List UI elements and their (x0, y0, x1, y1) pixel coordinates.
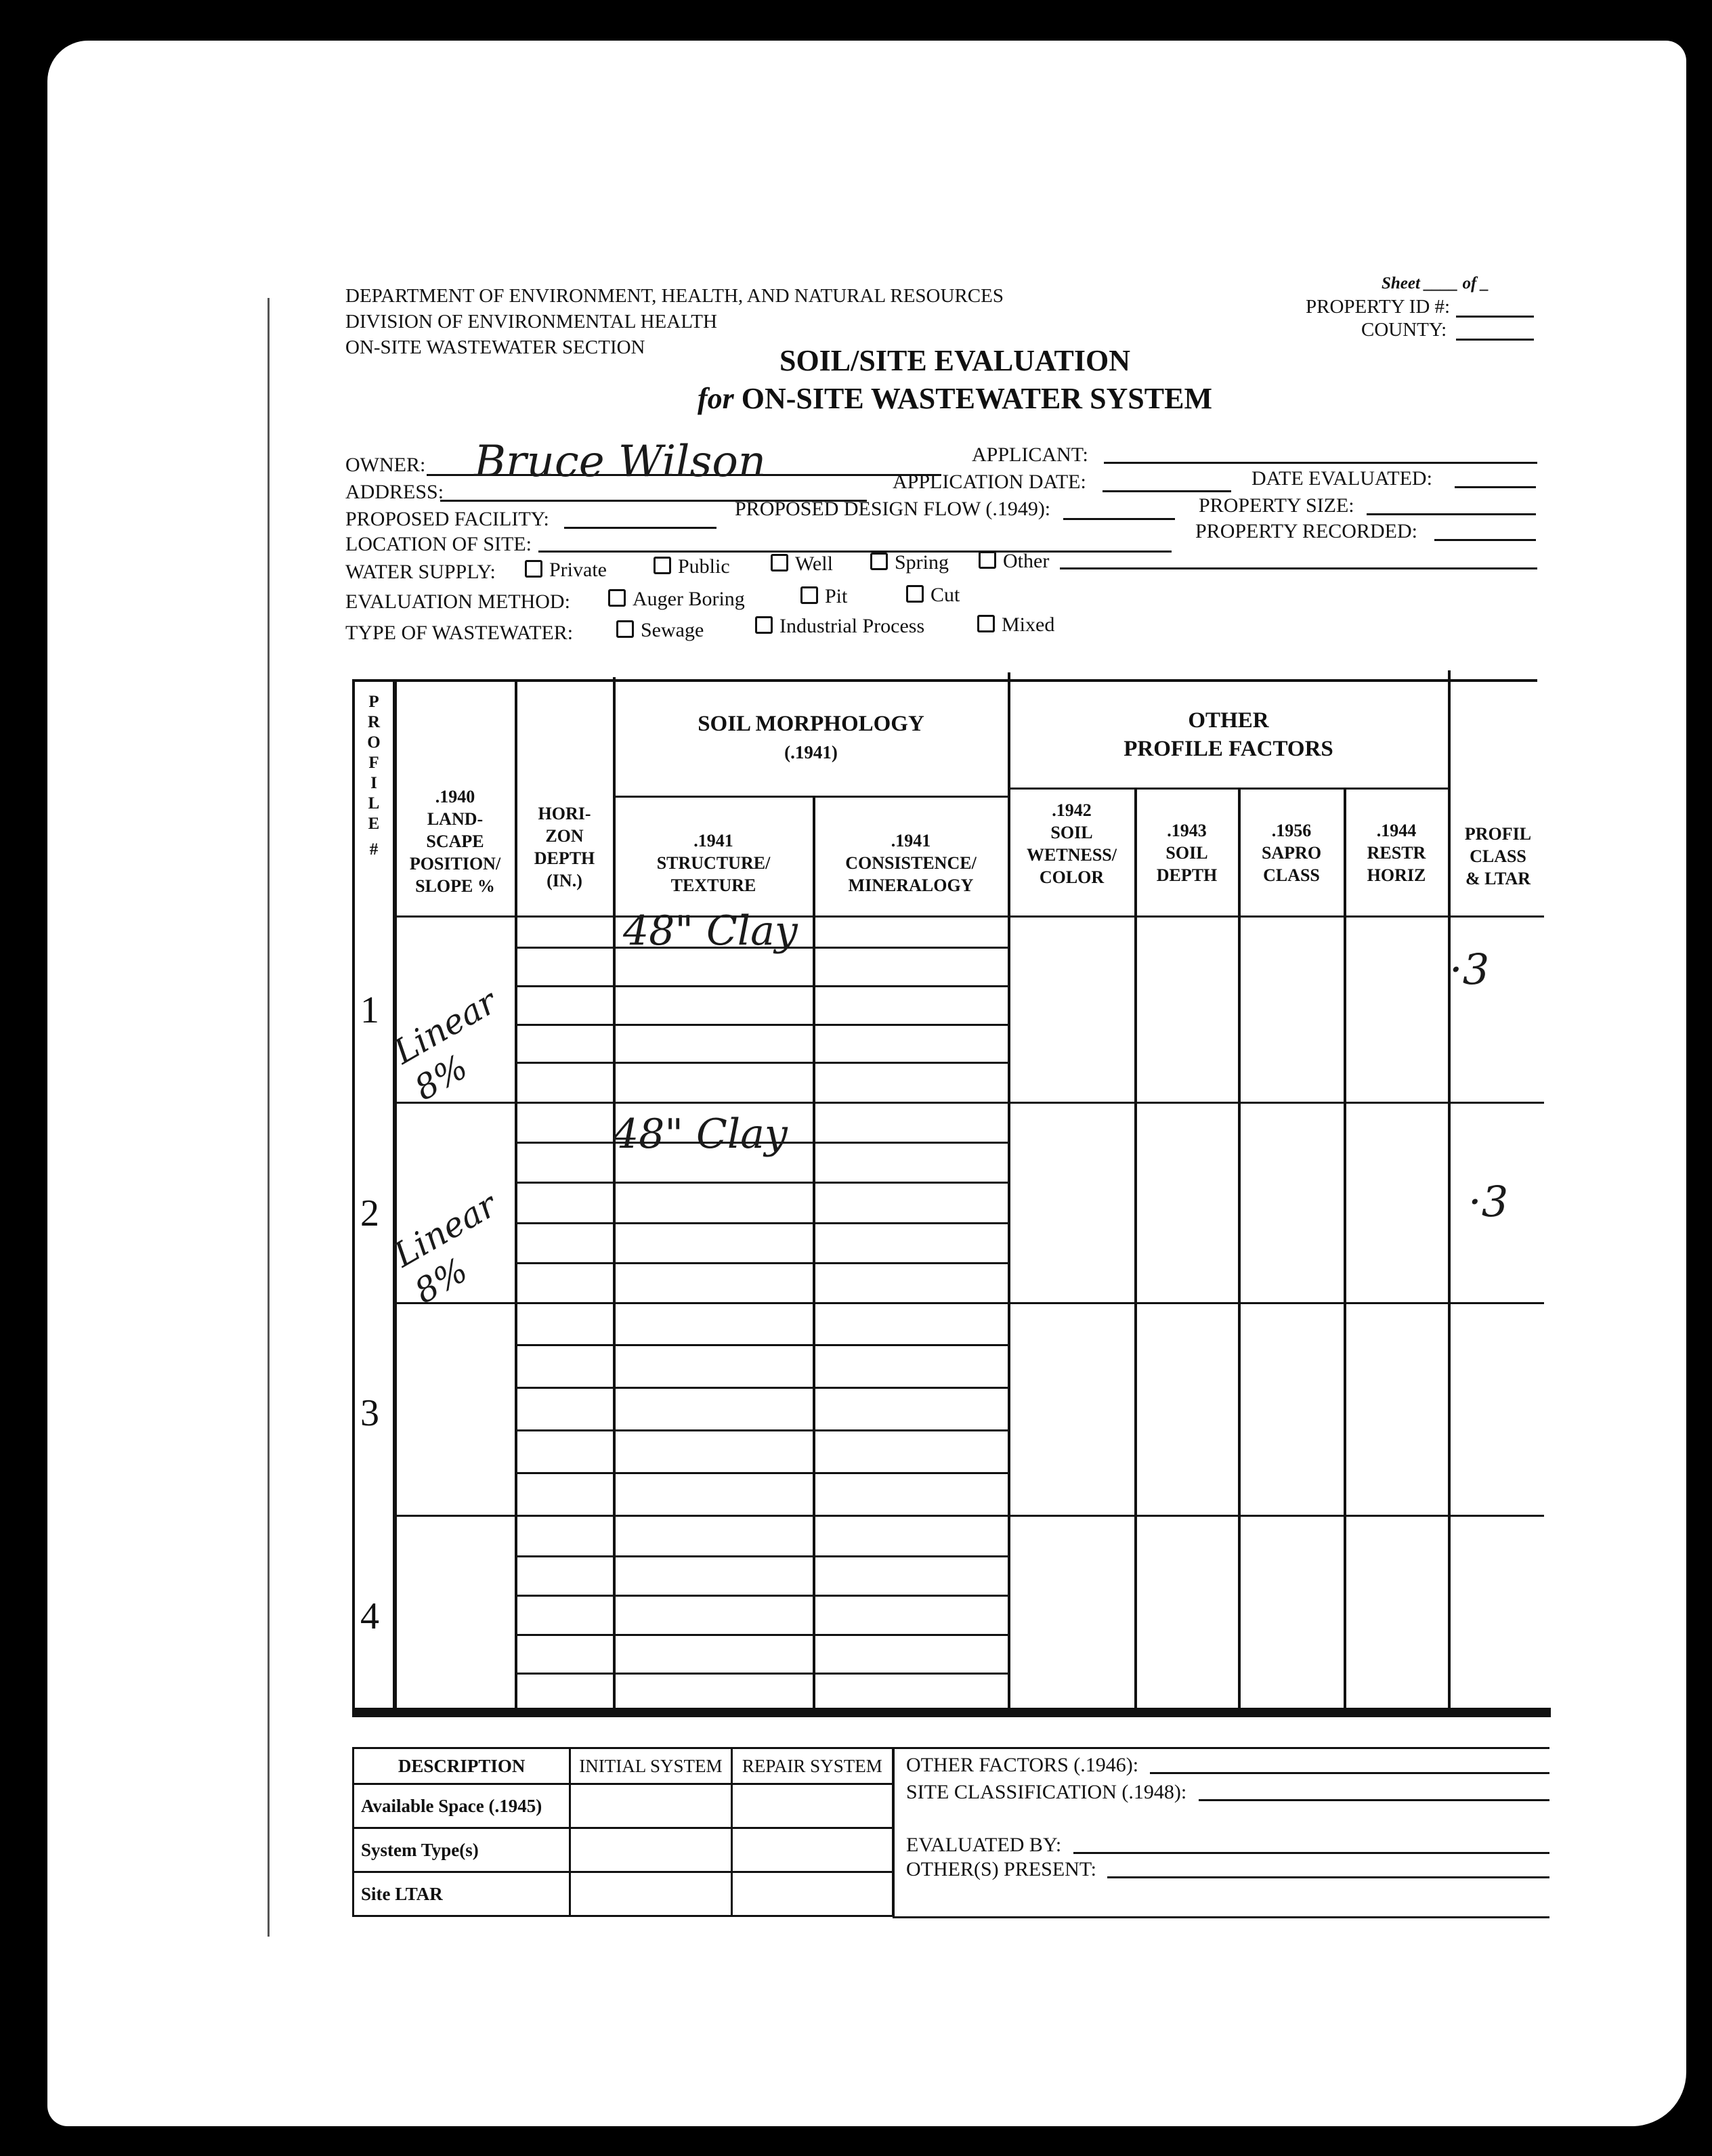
horizon-line (515, 1182, 1008, 1184)
checkbox-icon (979, 551, 996, 569)
applicant-field[interactable] (1104, 462, 1537, 464)
checkbox-icon (755, 616, 773, 634)
property-recorded-label: PROPERTY RECORDED: (1195, 520, 1417, 542)
header-bottom (393, 915, 1544, 918)
header-profile-number: P R O F I L E # (367, 693, 381, 859)
checkbox-icon (654, 557, 671, 574)
th-initial-system: INITIAL SYSTEM (570, 1748, 731, 1784)
margin-rule (268, 298, 270, 1937)
header-other-profile-factors: OTHER PROFILE FACTORS (1124, 708, 1333, 761)
header-consistence: .1941 CONSISTENCE/ MINERALOGY (845, 831, 977, 895)
owner-label: OWNER: (345, 454, 426, 476)
application-date-field[interactable] (1103, 490, 1231, 492)
property-recorded-field[interactable] (1434, 539, 1536, 541)
checkbox-icon (525, 560, 542, 578)
checkbox-icon (608, 589, 626, 607)
profile-number-2: 2 (360, 1192, 379, 1234)
water-supply-private[interactable]: Private (525, 559, 607, 582)
cell-input[interactable] (731, 1828, 893, 1872)
row-label-site-ltar: Site LTAR (354, 1872, 570, 1916)
proposed-design-flow-label: PROPOSED DESIGN FLOW (.1949): (735, 498, 1051, 520)
row-divider-2 (393, 1302, 1544, 1304)
row-divider-1 (393, 1102, 1544, 1104)
row-label-available-space: Available Space (.1945) (354, 1784, 570, 1828)
other-factors-label: OTHER FACTORS (.1946): (906, 1754, 1139, 1776)
agency-header: DEPARTMENT OF ENVIRONMENT, HEALTH, AND NATURAL RESOURCES DIVISION OF ENVIRONMENTAL HEALTH ON-SITE WASTEWATER SECTION (345, 285, 1004, 358)
property-size-field[interactable] (1367, 513, 1536, 515)
horizon-line (515, 1222, 1008, 1224)
header-divider-morph (613, 796, 1008, 798)
checkbox-icon (870, 553, 888, 570)
row-label-system-type: System Type(s) (354, 1828, 570, 1872)
header-divider-other (1008, 788, 1448, 790)
evaluated-by-field[interactable] (1073, 1852, 1549, 1854)
table-bottom-border (352, 1708, 1551, 1717)
cell-input[interactable] (731, 1872, 893, 1916)
th-description: DESCRIPTION (354, 1748, 570, 1784)
col-edge-depth (1238, 788, 1241, 1715)
bottom-section-bottom (893, 1916, 1549, 1918)
evaluation-method-label: EVALUATION METHOD: (345, 590, 570, 613)
type-wastewater-label: TYPE OF WASTEWATER: (345, 622, 574, 644)
horizon-line (515, 1673, 1008, 1675)
profile-number-4: 4 (360, 1595, 379, 1637)
th-repair-system: REPAIR SYSTEM (731, 1748, 893, 1784)
header-structure: .1941 STRUCTURE/ TEXTURE (656, 831, 771, 895)
evaluation-method-auger[interactable]: Auger Boring (608, 588, 745, 611)
bottom-right-divider (893, 1747, 895, 1918)
landscape-handwriting-1: Linear 8% (387, 982, 504, 1108)
landscape-handwriting-2: Linear 8% (387, 1185, 504, 1312)
water-supply-other[interactable]: Other (979, 550, 1049, 573)
header-sapro-class: .1956 SAPRO CLASS (1261, 821, 1322, 885)
water-supply-other-field[interactable] (1060, 567, 1537, 569)
county-label: COUNTY: (1361, 319, 1447, 341)
header-landscape: .1940 LAND- SCAPE POSITION/ SLOPE % (409, 787, 501, 896)
site-classification-field[interactable] (1199, 1799, 1549, 1801)
horizon-line (515, 1344, 1008, 1346)
horizon-line (515, 1062, 1008, 1064)
horizon-line (515, 1634, 1008, 1636)
cell-input[interactable] (570, 1784, 731, 1828)
profile-class-handwriting-1: ·3 (1449, 945, 1490, 994)
profile-class-handwriting-2: ·3 (1468, 1177, 1509, 1226)
date-evaluated-label: DATE EVALUATED: (1251, 467, 1432, 490)
evaluation-method-cut[interactable]: Cut (906, 584, 960, 607)
applicant-label: APPLICANT: (972, 444, 1088, 466)
horizon-line (515, 1024, 1008, 1026)
property-id-label: PROPERTY ID #: (1306, 296, 1451, 318)
sheet-indicator: Sheet ____ of _ (1382, 274, 1490, 293)
checkbox-icon (906, 585, 924, 603)
horizon-line (515, 1429, 1008, 1431)
water-supply-public[interactable]: Public (654, 555, 730, 578)
date-evaluated-field[interactable] (1455, 486, 1536, 488)
checkbox-icon (800, 586, 818, 604)
col-edge-structure (813, 796, 815, 1715)
other-factors-field[interactable] (1150, 1772, 1549, 1774)
property-size-label: PROPERTY SIZE: (1199, 494, 1354, 517)
proposed-design-flow-field[interactable] (1063, 518, 1175, 520)
cell-input[interactable] (570, 1872, 731, 1916)
checkbox-icon (977, 615, 995, 632)
horizon-line (515, 1262, 1008, 1264)
horizon-line (515, 985, 1008, 987)
type-wastewater-sewage[interactable]: Sewage (616, 619, 704, 642)
col-edge-wetness (1134, 788, 1137, 1715)
others-present-label: OTHER(S) PRESENT: (906, 1858, 1097, 1880)
checkbox-icon (616, 620, 634, 638)
address-label: ADDRESS: (345, 481, 444, 503)
type-wastewater-industrial[interactable]: Industrial Process (755, 615, 924, 638)
profile-number-1: 1 (360, 989, 379, 1031)
horizon-line (515, 1555, 1008, 1557)
property-id-line (1456, 316, 1534, 318)
texture-handwriting-2: 48" Clay (613, 1111, 788, 1158)
location-field[interactable] (538, 551, 1172, 553)
evaluation-method-pit[interactable]: Pit (800, 585, 847, 608)
checkbox-icon (771, 554, 788, 572)
county-line (1456, 339, 1534, 341)
water-supply-spring[interactable]: Spring (870, 551, 949, 574)
col-edge-sapro (1344, 788, 1346, 1715)
table-top-border (352, 679, 1537, 682)
cell-input[interactable] (570, 1828, 731, 1872)
row-divider-3 (393, 1515, 1544, 1517)
header-horizon-depth: HORI- ZON DEPTH (IN.) (534, 804, 595, 890)
proposed-facility-label: PROPOSED FACILITY: (345, 508, 549, 530)
system-table (352, 1747, 894, 1917)
horizon-line (515, 1472, 1008, 1474)
cell-input[interactable] (731, 1784, 893, 1828)
bottom-section-top (893, 1747, 1549, 1749)
application-date-label: APPLICATION DATE: (893, 471, 1086, 493)
texture-handwriting-1: 48" Clay (623, 907, 798, 955)
header-restr-horiz: .1944 RESTR HORIZ (1367, 821, 1426, 885)
horizon-line (515, 1595, 1008, 1597)
proposed-facility-field[interactable] (564, 527, 716, 529)
header-profile-class: PROFIL CLASS & LTAR (1464, 824, 1532, 888)
header-soil-wetness: .1942 SOIL WETNESS/ COLOR (1027, 800, 1117, 887)
site-classification-label: SITE CLASSIFICATION (.1948): (906, 1781, 1187, 1803)
header-soil-morphology: SOIL MORPHOLOGY (.1941) (698, 712, 924, 762)
location-label: LOCATION OF SITE: (345, 533, 532, 555)
owner-value: Bruce Wilson (474, 437, 767, 487)
others-present-field[interactable] (1107, 1876, 1549, 1878)
type-wastewater-mixed[interactable]: Mixed (977, 613, 1054, 637)
water-supply-well[interactable]: Well (771, 553, 833, 576)
header-soil-depth: .1943 SOIL DEPTH (1156, 821, 1218, 885)
form-title: SOIL/SITE EVALUATION for ON-SITE WASTEWATER SYSTEM (697, 344, 1213, 415)
evaluated-by-label: EVALUATED BY: (906, 1834, 1062, 1856)
profile-number-3: 3 (360, 1392, 379, 1434)
horizon-line (515, 1387, 1008, 1389)
water-supply-label: WATER SUPPLY: (345, 561, 496, 583)
